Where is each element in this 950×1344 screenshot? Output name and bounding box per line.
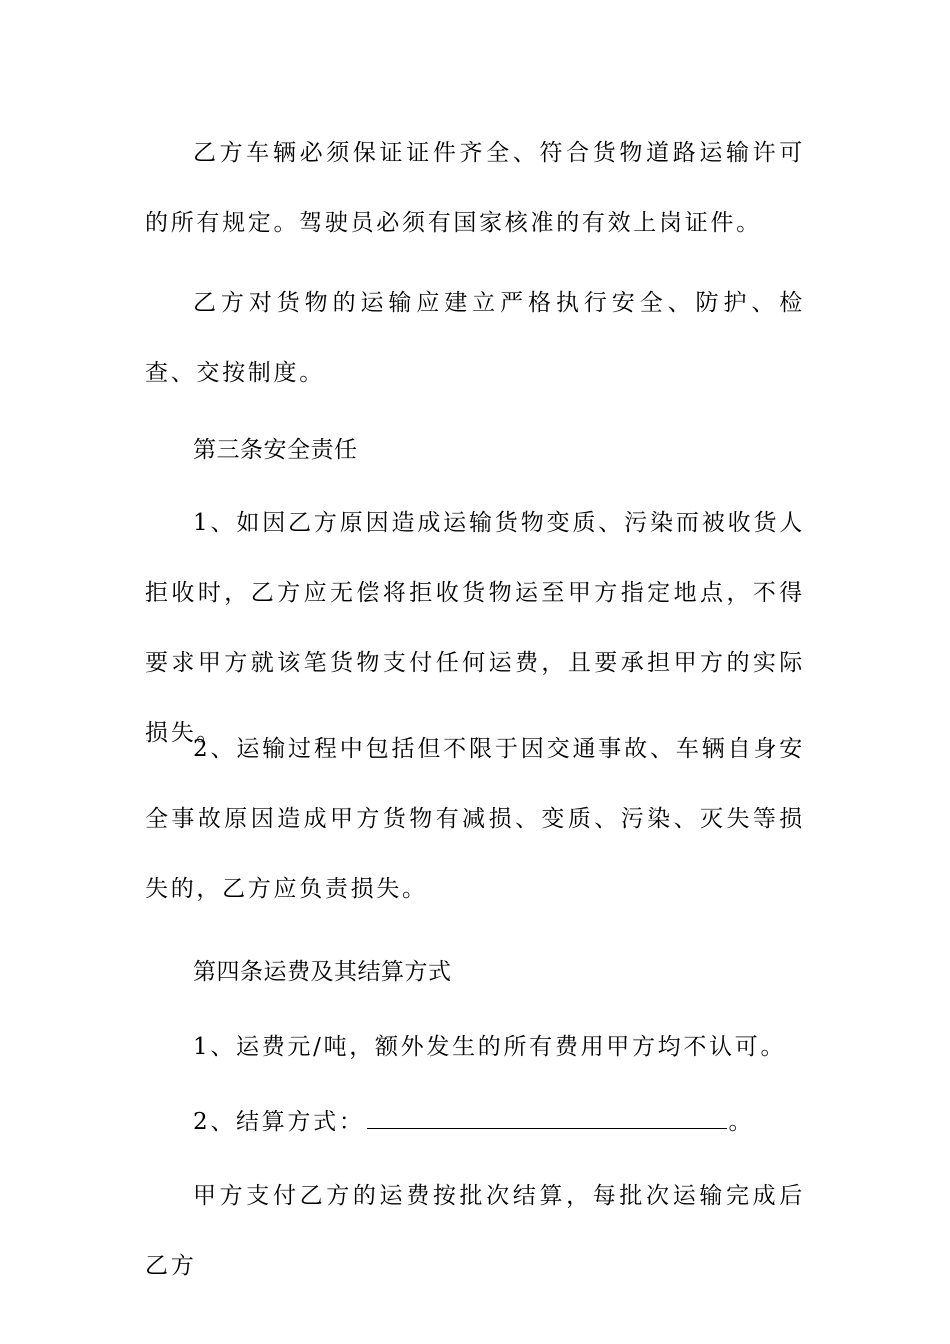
paragraph-batch-settlement: 甲方支付乙方的运费按批次结算，每批次运输完成后乙方	[145, 1183, 805, 1279]
settlement-blank-line	[367, 1108, 727, 1129]
section-heading-freight-settlement: 第四条运费及其结算方式	[193, 959, 452, 985]
settlement-end: 。	[728, 1109, 755, 1135]
paragraph-settlement-method	[145, 1087, 805, 1157]
paragraph-transport-accidents: 2、运输过程中包括但不限于因交通事故、车辆自身安全事故原因造成甲方货物有减损、变质、污染、灭失等损失的，乙方应负责损失。	[145, 736, 805, 902]
paragraph-freight-rate: 1、运费元/吨，额外发生的所有费用甲方均不认可。	[193, 1034, 787, 1060]
section-heading-safety-responsibility: 第三条安全责任	[193, 437, 358, 463]
paragraph-rejected-goods: 1、如因乙方原因造成运输货物变质、污染而被收货人拒收时，乙方应无偿将拒收货物运至甲方指定地点，不得要求甲方就该笔货物支付任何运费，且要承担甲方的实际损失。	[145, 510, 805, 746]
paragraph-vehicle-certificates: 乙方车辆必须保证证件齐全、符合货物道路运输许可的所有规定。驾驶员必须有国家核准的有效上岗证件。	[145, 140, 805, 236]
settlement-label: 2、结算方式：	[193, 1109, 365, 1135]
paragraph-safety-procedures: 乙方对货物的运输应建立严格执行安全、防护、检查、交按制度。	[145, 290, 805, 386]
